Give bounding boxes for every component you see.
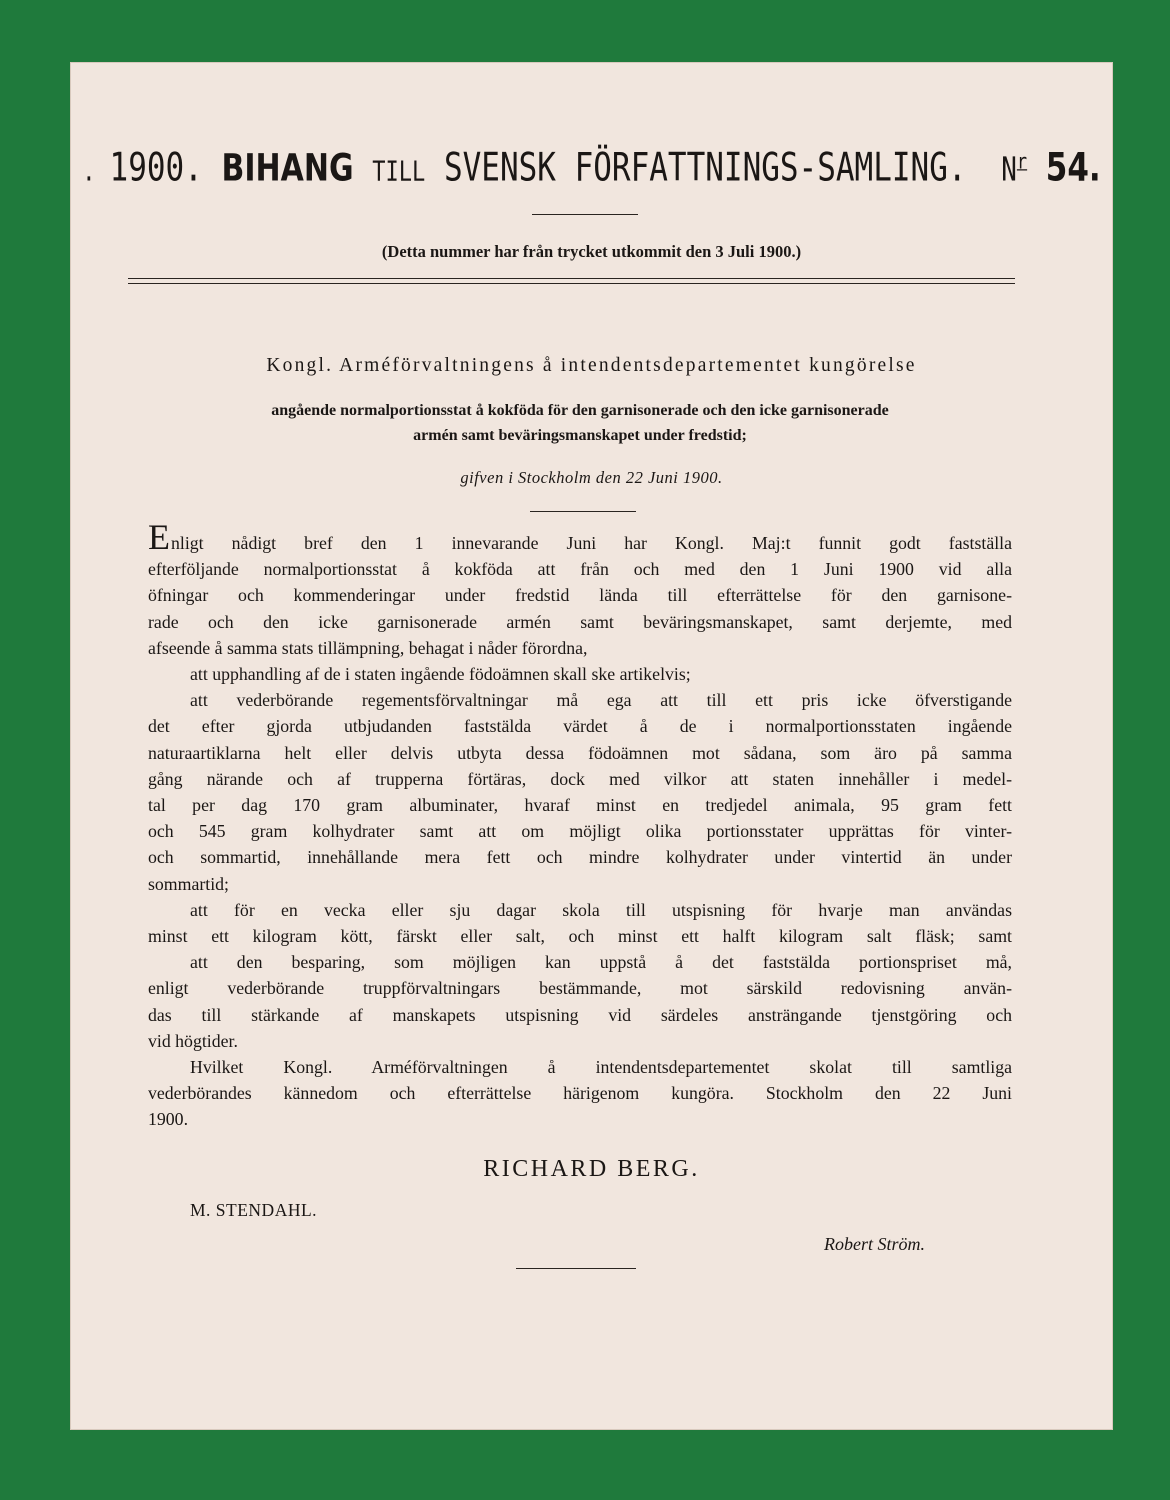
body-line: att för en vecka eller sju dagar skola till utspisning för hvarje man användas	[190, 899, 1012, 920]
subtitle-line: angående normalportionsstat å kokföda för den garnisonerade och den icke garnisonerade	[271, 402, 889, 419]
body-line: minst ett kilogram kött, färskt eller salt, och minst ett halft kilogram salt fläsk; samt	[148, 926, 1012, 947]
body-line: das till stärkande af manskapets utspisning vid särdeles ansträngande tjenstgöring och	[148, 1004, 1012, 1025]
kungorelse-title: Kongl. Arméförvaltningens å intendentsdepartementet kungörelse	[266, 355, 917, 376]
header-year: 1900.	[109, 145, 203, 191]
signature-right: Robert Ström.	[824, 1234, 925, 1254]
header-dot: .	[82, 156, 96, 188]
footer-divider	[516, 1268, 636, 1269]
document-header	[70, 146, 1113, 191]
header-divider	[532, 214, 638, 215]
signature-main: RICHARD BERG.	[483, 1156, 700, 1182]
header-number: 54.	[1045, 145, 1101, 191]
body-text	[148, 517, 1012, 1133]
title-divider	[530, 511, 636, 512]
given-date: gifven i Stockholm den 22 Juni 1900.	[460, 468, 723, 487]
body-line: öfningar och kommenderingar under fredstid lända till efterrättelse för den garnisone-	[148, 585, 1012, 606]
body-line: afseende å samma stats tillämpning, behagat i nåder förordna,	[148, 637, 588, 658]
document-page	[70, 62, 1113, 1430]
subtitle-line: armén samt beväringsmanskapet under fredstid;	[413, 427, 747, 444]
body-line: enligt vederbörande truppförvaltningars bestämmande, mot särskild redovisning använ-	[148, 978, 1012, 999]
kungorelse-subtitle	[140, 398, 1020, 448]
header-number-label: $N^r$	[1001, 149, 1028, 190]
body-line: och 545 gram kolhydrater samt att om möjligt olika portionsstater upprättas för vinter-	[148, 821, 1012, 842]
header-bihang: BIHANG	[221, 146, 354, 191]
body-line: att den besparing, som möjligen kan uppstå å det faststälda portionspriset må,	[190, 952, 1012, 973]
signature-left: M. STENDAHL.	[190, 1200, 318, 1220]
header-title: SVENSK FÖRFATTNINGS-SAMLING.	[443, 145, 967, 191]
body-line: vederbörandes kännedom och efterrättelse härigenom kungöra. Stockholm den 22 Juni	[148, 1083, 1012, 1104]
body-line: Enligt nådigt bref den 1 innevarande Juni har Kongl. Maj:t funnit godt fastställa	[148, 517, 1012, 557]
header-till: TILL	[372, 156, 426, 188]
drop-cap: E	[148, 517, 170, 557]
body-line: sommartid;	[148, 873, 229, 894]
body-line: och sommartid, innehållande mera fett och mindre kolhydrater under vintertid än under	[148, 847, 1012, 868]
body-line: efterföljande normalportionsstat å kokföda att från och med den 1 Juni 1900 vid alla	[148, 559, 1012, 580]
body-line: det efter gjorda utbjudanden faststälda värdet å de i normalportionsstaten ingående	[148, 716, 1012, 737]
body-line: naturaartiklarna helt eller delvis utbyta dessa födoämnen mot sådana, som äro på samma	[148, 742, 1012, 763]
body-line: att upphandling af de i staten ingående födoämnen skall ske artikelvis;	[190, 664, 691, 685]
publication-note: (Detta nummer har från trycket utkommit den 3 Juli 1900.)	[381, 242, 802, 261]
body-line: tal per dag 170 gram albuminater, hvaraf minst en tredjedel animala, 95 gram fett	[148, 795, 1012, 816]
body-line: rade och den icke garnisonerade armén samt beväringsmanskapet, samt derjemte, med	[148, 611, 1012, 632]
body-line: att vederbörande regementsförvaltningar må ega att till ett pris icke öfverstigande	[190, 690, 1012, 711]
double-divider	[128, 278, 1015, 284]
body-line: 1900.	[148, 1109, 189, 1130]
body-line: vid högtider.	[148, 1030, 238, 1051]
body-line: gång närande och af trupperna förtäras, dock med vilkor att staten innehåller i medel-	[148, 768, 1012, 789]
body-line: Hvilket Kongl. Arméförvaltningen å intendentsdepartementet skolat till samtliga	[190, 1057, 1012, 1078]
